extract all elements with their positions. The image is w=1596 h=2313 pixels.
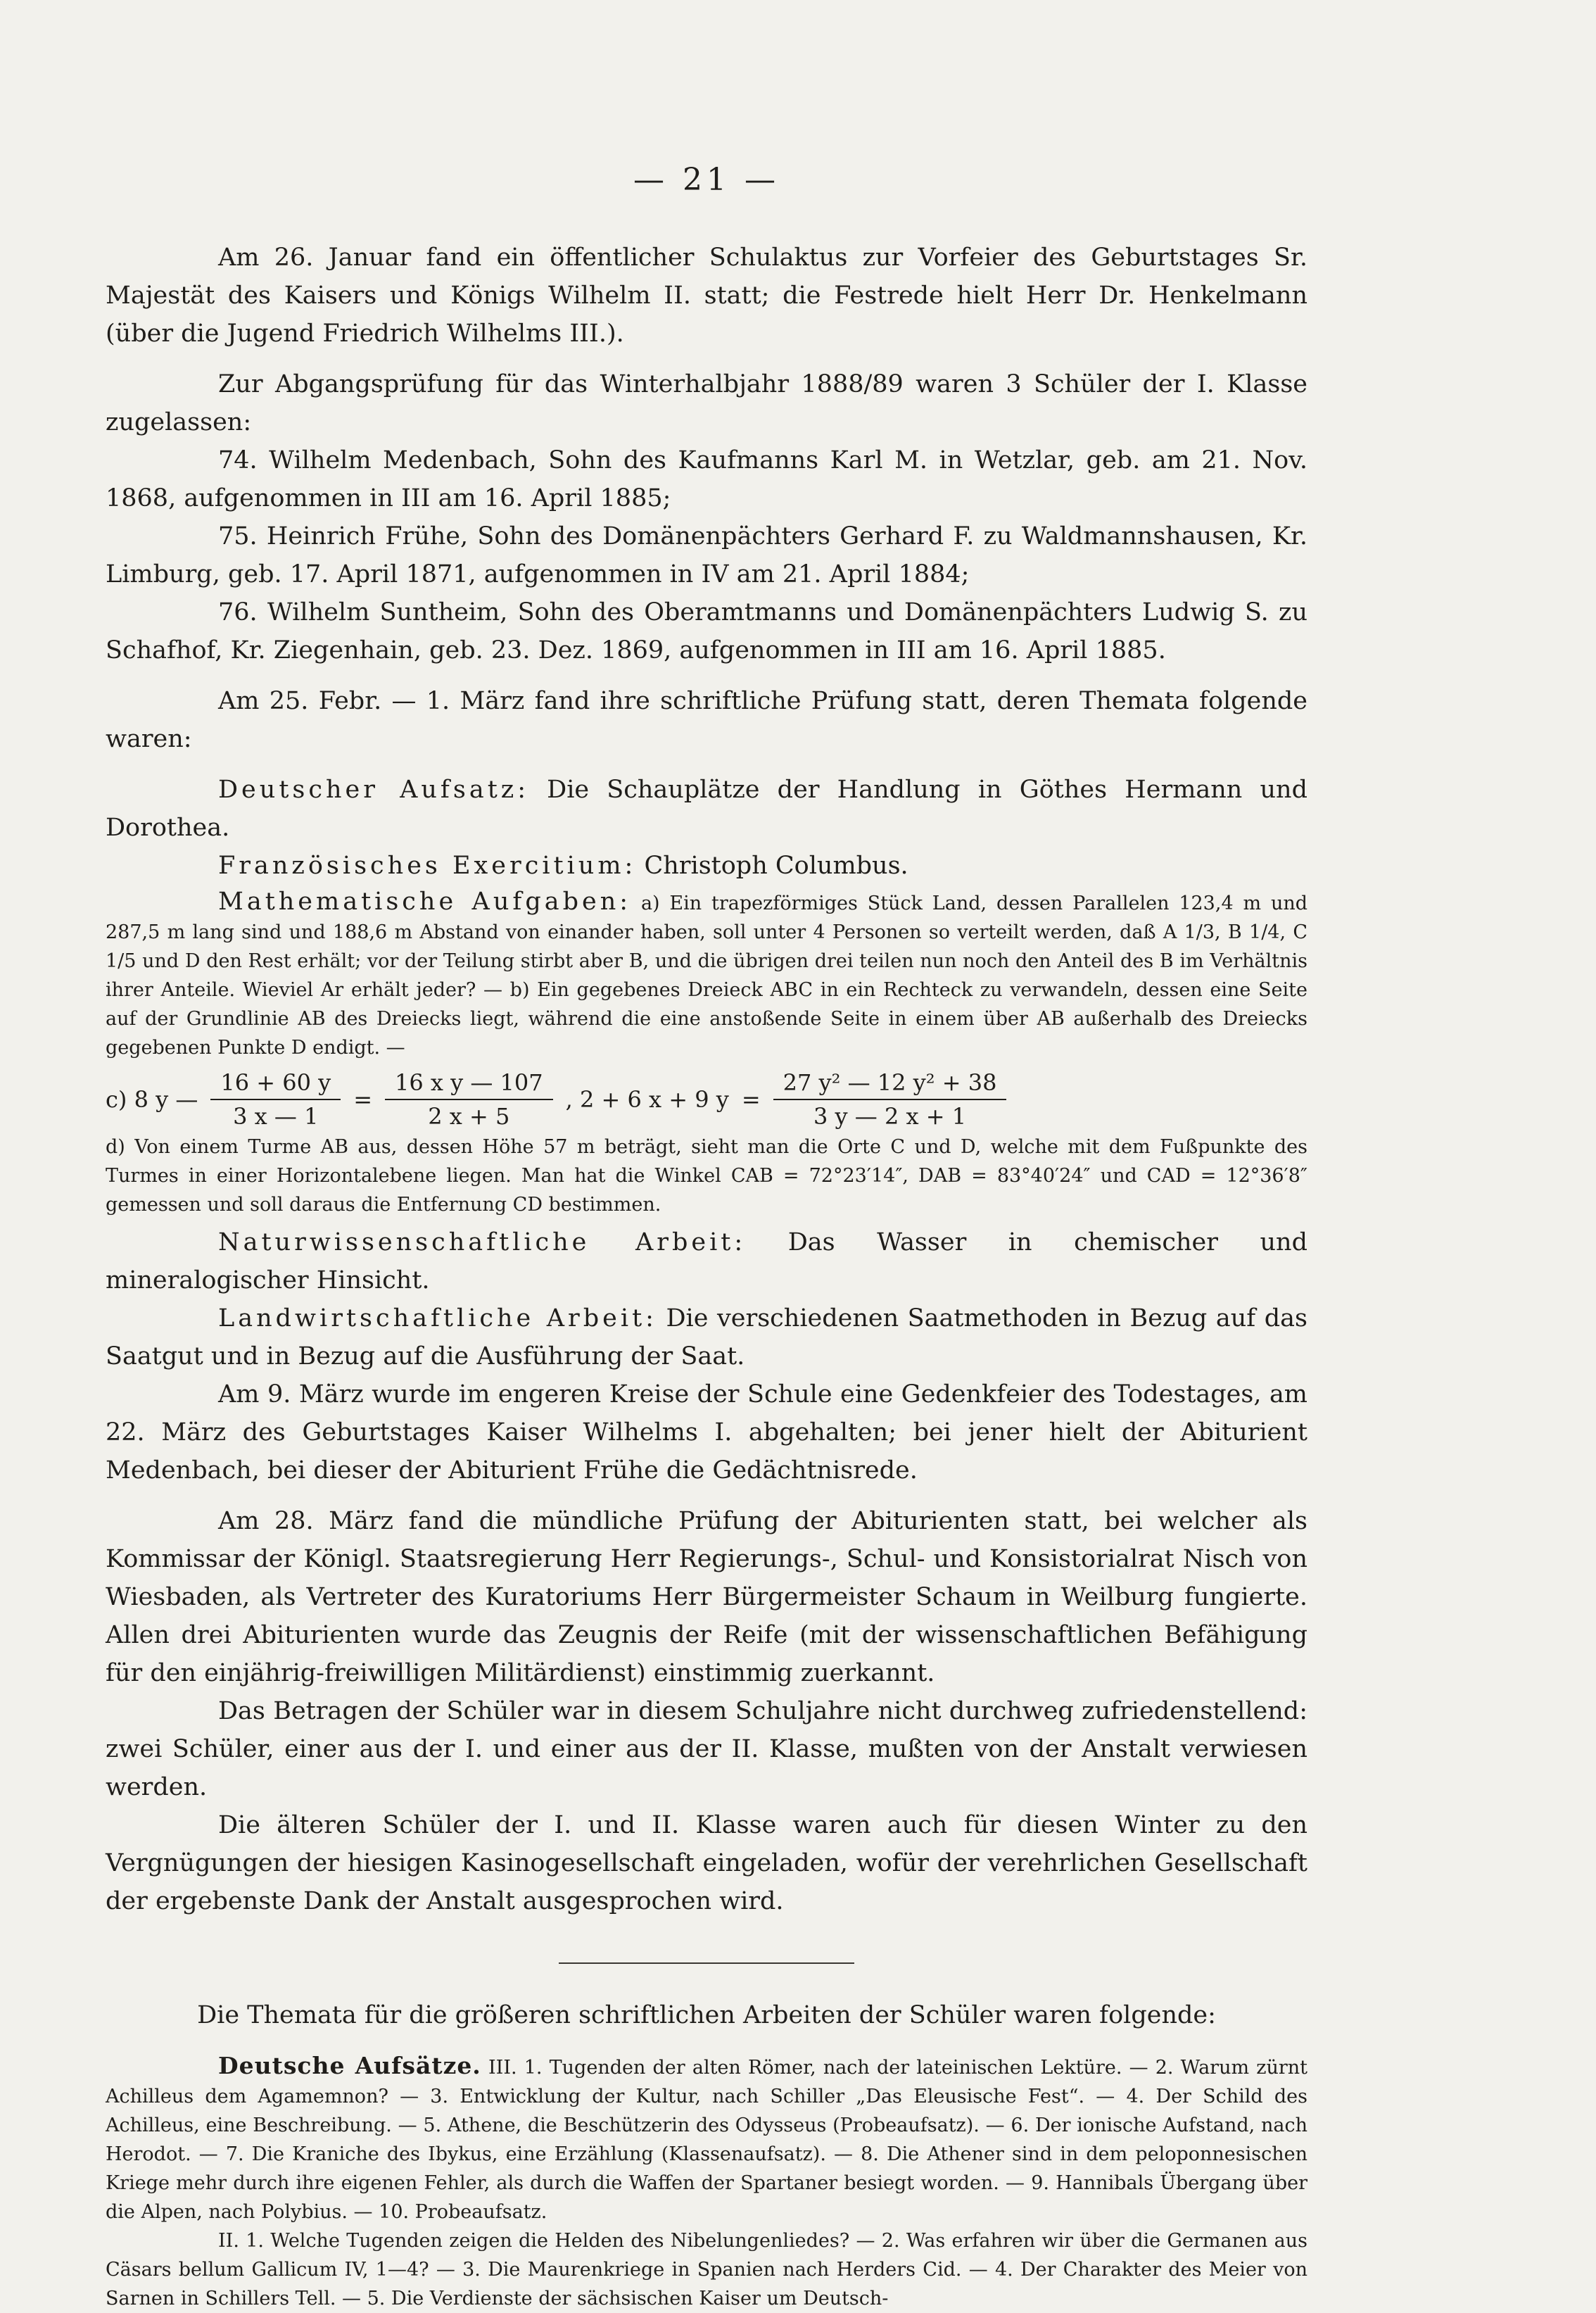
fraction-denominator: 3 x — 1 [233,1103,319,1130]
topic-label: Deutscher Aufsatz: [218,776,529,804]
fraction-denominator: 2 x + 5 [428,1103,510,1130]
topic-label: Französisches Exercitium: [218,852,637,880]
fraction-denominator: 3 y — 2 x + 1 [813,1103,967,1130]
equals-sign: = [741,1086,761,1113]
paragraph-schriftliche-pruefung: Am 25. Febr. — 1. März fand ihre schriftliche Prüfung statt, deren Themata folgende waren: [106,687,1307,753]
deutsche-aufsaetze-II: II. 1. Welche Tugenden zeigen die Helden des Nibelungenliedes? — 2. Was erfahren wir über die Germanen aus Cäsars bellum Gallicum IV, 1—4? — 3. Die Maurenkriege in Spanien nach Herders Cid. — 4. Der Charakter des Meier von Sarnen in Schillers Tell. — 5. Die Verdienste der sächsischen Kaiser um Deutsch- [106,2230,1307,2309]
topic-label: Mathematische Aufgaben: [218,888,632,916]
equation-prefix: c) 8 y — [106,1086,198,1113]
problem-d: d) Von einem Turme AB aus, dessen Höhe 57 m beträgt, sieht man die Orte C und D, welche mit dem Fußpunkte des Turmes in einer Horizontalebene liegen. Man hat die Winkel CAB = 72°23′14″, DAB = 83°40′24″ und CAD = 12°36′8″ gemessen und soll daraus die Entfernung CD bestimmen. [106,1136,1307,1216]
deutsche-aufsaetze-III [106,2051,1307,2226]
candidate-75: 75. Heinrich Frühe, Sohn des Domänenpächters Gerhard F. zu Waldmannshausen, Kr. Limburg, geb. 17. April 1871, aufgenommen in IV am 21. April 1884; [106,522,1307,588]
topic-text: Die Schauplätze der Handlung in Göthes Hermann und Dorothea. [106,776,1307,842]
fraction-3 [773,1069,1007,1130]
paragraph-betragen: Das Betragen der Schüler war in diesem Schuljahre nicht durchweg zufriedenstellend: zwei Schüler, einer aus der I. und einer aus der II. Klasse, mußten von der Anstalt verwiesen werden. [106,1697,1307,1801]
candidate-76: 76. Wilhelm Suntheim, Sohn des Oberamtmanns und Domänenpächters Ludwig S. zu Schafhof, Kr. Ziegenhain, geb. 23. Dez. 1869, aufgenommen in III am 16. April 1885. [106,598,1307,664]
paragraph-kasinogesellschaft: Die älteren Schüler der I. und II. Klasse waren auch für diesen Winter zu den Vergnügungen der hiesigen Kasinogesellschaft eingeladen, wofür der verehrlichen Gesellschaft der ergebenste Dank der Anstalt ausgesprochen wird. [106,1811,1307,1915]
equals-sign: = [353,1086,373,1113]
fraction-2 [385,1069,553,1130]
topic-franzoesisches-exercitium [106,847,1307,885]
equation-c [106,1069,1307,1130]
fraction-1 [210,1069,341,1130]
paragraph-abgangspruefung: Zur Abgangsprüfung für das Winterhalbjahr 1888/89 waren 3 Schüler der I. Klasse zugelassen: [106,370,1307,436]
paragraph-schulaktus: Am 26. Januar fand ein öffentlicher Schulaktus zur Vorfeier des Geburtstages Sr. Majestät des Kaisers und Königs Wilhelm II. statt; die Festrede hielt Herr Dr. Henkelmann (über die Jugend Friedrich Wilhelms III.). [106,244,1307,348]
topic-text: a) Ein trapezförmiges Stück Land, dessen Parallelen 123,4 m und 287,5 m lang sind und 188,6 m Abstand von einander haben, soll unter 4 Personen so verteilt werden, daß A 1/3, B 1/4, C 1/5 und D den Rest erhält; vor der Teilung stirbt aber B, und die übrigen drei teilen nun noch den Anteil des B im Verhältnis ihrer Anteile. Wieviel Ar erhält jeder? — b) Ein gegebenes Dreieck ABC in ein Rechteck zu verwandeln, dessen eine Seite auf der Grundlinie AB des Dreiecks liegt, während die eine anstoßende Seite in einem über AB außerhalb des Dreiecks gegebenen Punkte D endigt. — [106,893,1307,1059]
candidate-74: 74. Wilhelm Medenbach, Sohn des Kaufmanns Karl M. in Wetzlar, geb. am 21. Nov. 1868, aufgenommen in III am 16. April 1885; [106,446,1307,512]
topic-text: Christoph Columbus. [644,852,908,880]
fraction-numerator: 16 x y — 107 [385,1069,553,1100]
topic-label: Naturwissenschaftliche Arbeit: [218,1228,747,1256]
topic-label: Landwirtschaftliche Arbeit: [218,1304,657,1332]
topic-naturwissenschaftliche-arbeit [106,1223,1307,1299]
section-label: Deutsche Aufsätze. [218,2052,481,2079]
section-divider [559,1962,854,1964]
topic-text: Die verschiedenen Saatmethoden in Bezug auf das Saatgut und in Bezug auf die Ausführung der Saat. [106,1304,1307,1370]
paragraph-muendliche-pruefung: Am 28. März fand die mündliche Prüfung der Abiturienten statt, bei welcher als Kommissar der Königl. Staatsregierung Herr Regierungs-, Schul- und Konsistorialrat Nisch von Wiesbaden, als Vertreter des Kuratoriums Herr Bürgermeister Schaum in Weilburg fungierte. Allen drei Abiturienten wurde das Zeugnis der Reife (mit der wissenschaftlichen Befähigung für den einjährig-freiwilligen Militärdienst) einstimmig zuerkannt. [106,1507,1307,1687]
topic-text: Das Wasser in chemischer und mineralogischer Hinsicht. [106,1228,1307,1294]
fraction-numerator: 16 + 60 y [210,1069,341,1100]
topic-mathematische-aufgaben [106,888,1307,1062]
page-number: — 21 — [633,162,780,198]
fraction-numerator: 27 y² — 12 y² + 38 [773,1069,1007,1100]
equation-middle: , 2 + 6 x + 9 y [565,1086,729,1113]
topic-deutscher-aufsatz [106,771,1307,847]
paragraph-gedenkfeier: Am 9. März wurde im engeren Kreise der Schule eine Gedenkfeier des Todestages, am 22. März des Geburtstages Kaiser Wilhelms I. abgehalten; bei jener hielt der Abiturient Medenbach, bei dieser der Abiturient Frühe die Gedächtnisrede. [106,1380,1307,1485]
topic-landwirtschaftliche-arbeit [106,1299,1307,1375]
section-heading: Die Themata für die größeren schriftlichen Arbeiten der Schüler waren folgende: [197,2001,1216,2029]
section-text: III. 1. Tugenden der alten Römer, nach der lateinischen Lektüre. — 2. Warum zürnt Achilleus dem Agamemnon? — 3. Entwicklung der Kultur, nach Schiller „Das Eleusische Fest“. — 4. Der Schild des Achilleus, eine Beschreibung. — 5. Athene, die Beschützerin des Odysseus (Probeaufsatz). — 6. Der ionische Aufstand, nach Herodot. — 7. Die Kraniche des Ibykus, eine Erzählung (Klassenaufsatz). — 8. Die Athener sind in dem peloponnesischen Kriege mehr durch ihre eigenen Fehler, als durch die Waffen der Spartaner besiegt worden. — 9. Hannibals Übergang über die Alpen, nach Polybius. — 10. Probeaufsatz. [106,2057,1307,2223]
